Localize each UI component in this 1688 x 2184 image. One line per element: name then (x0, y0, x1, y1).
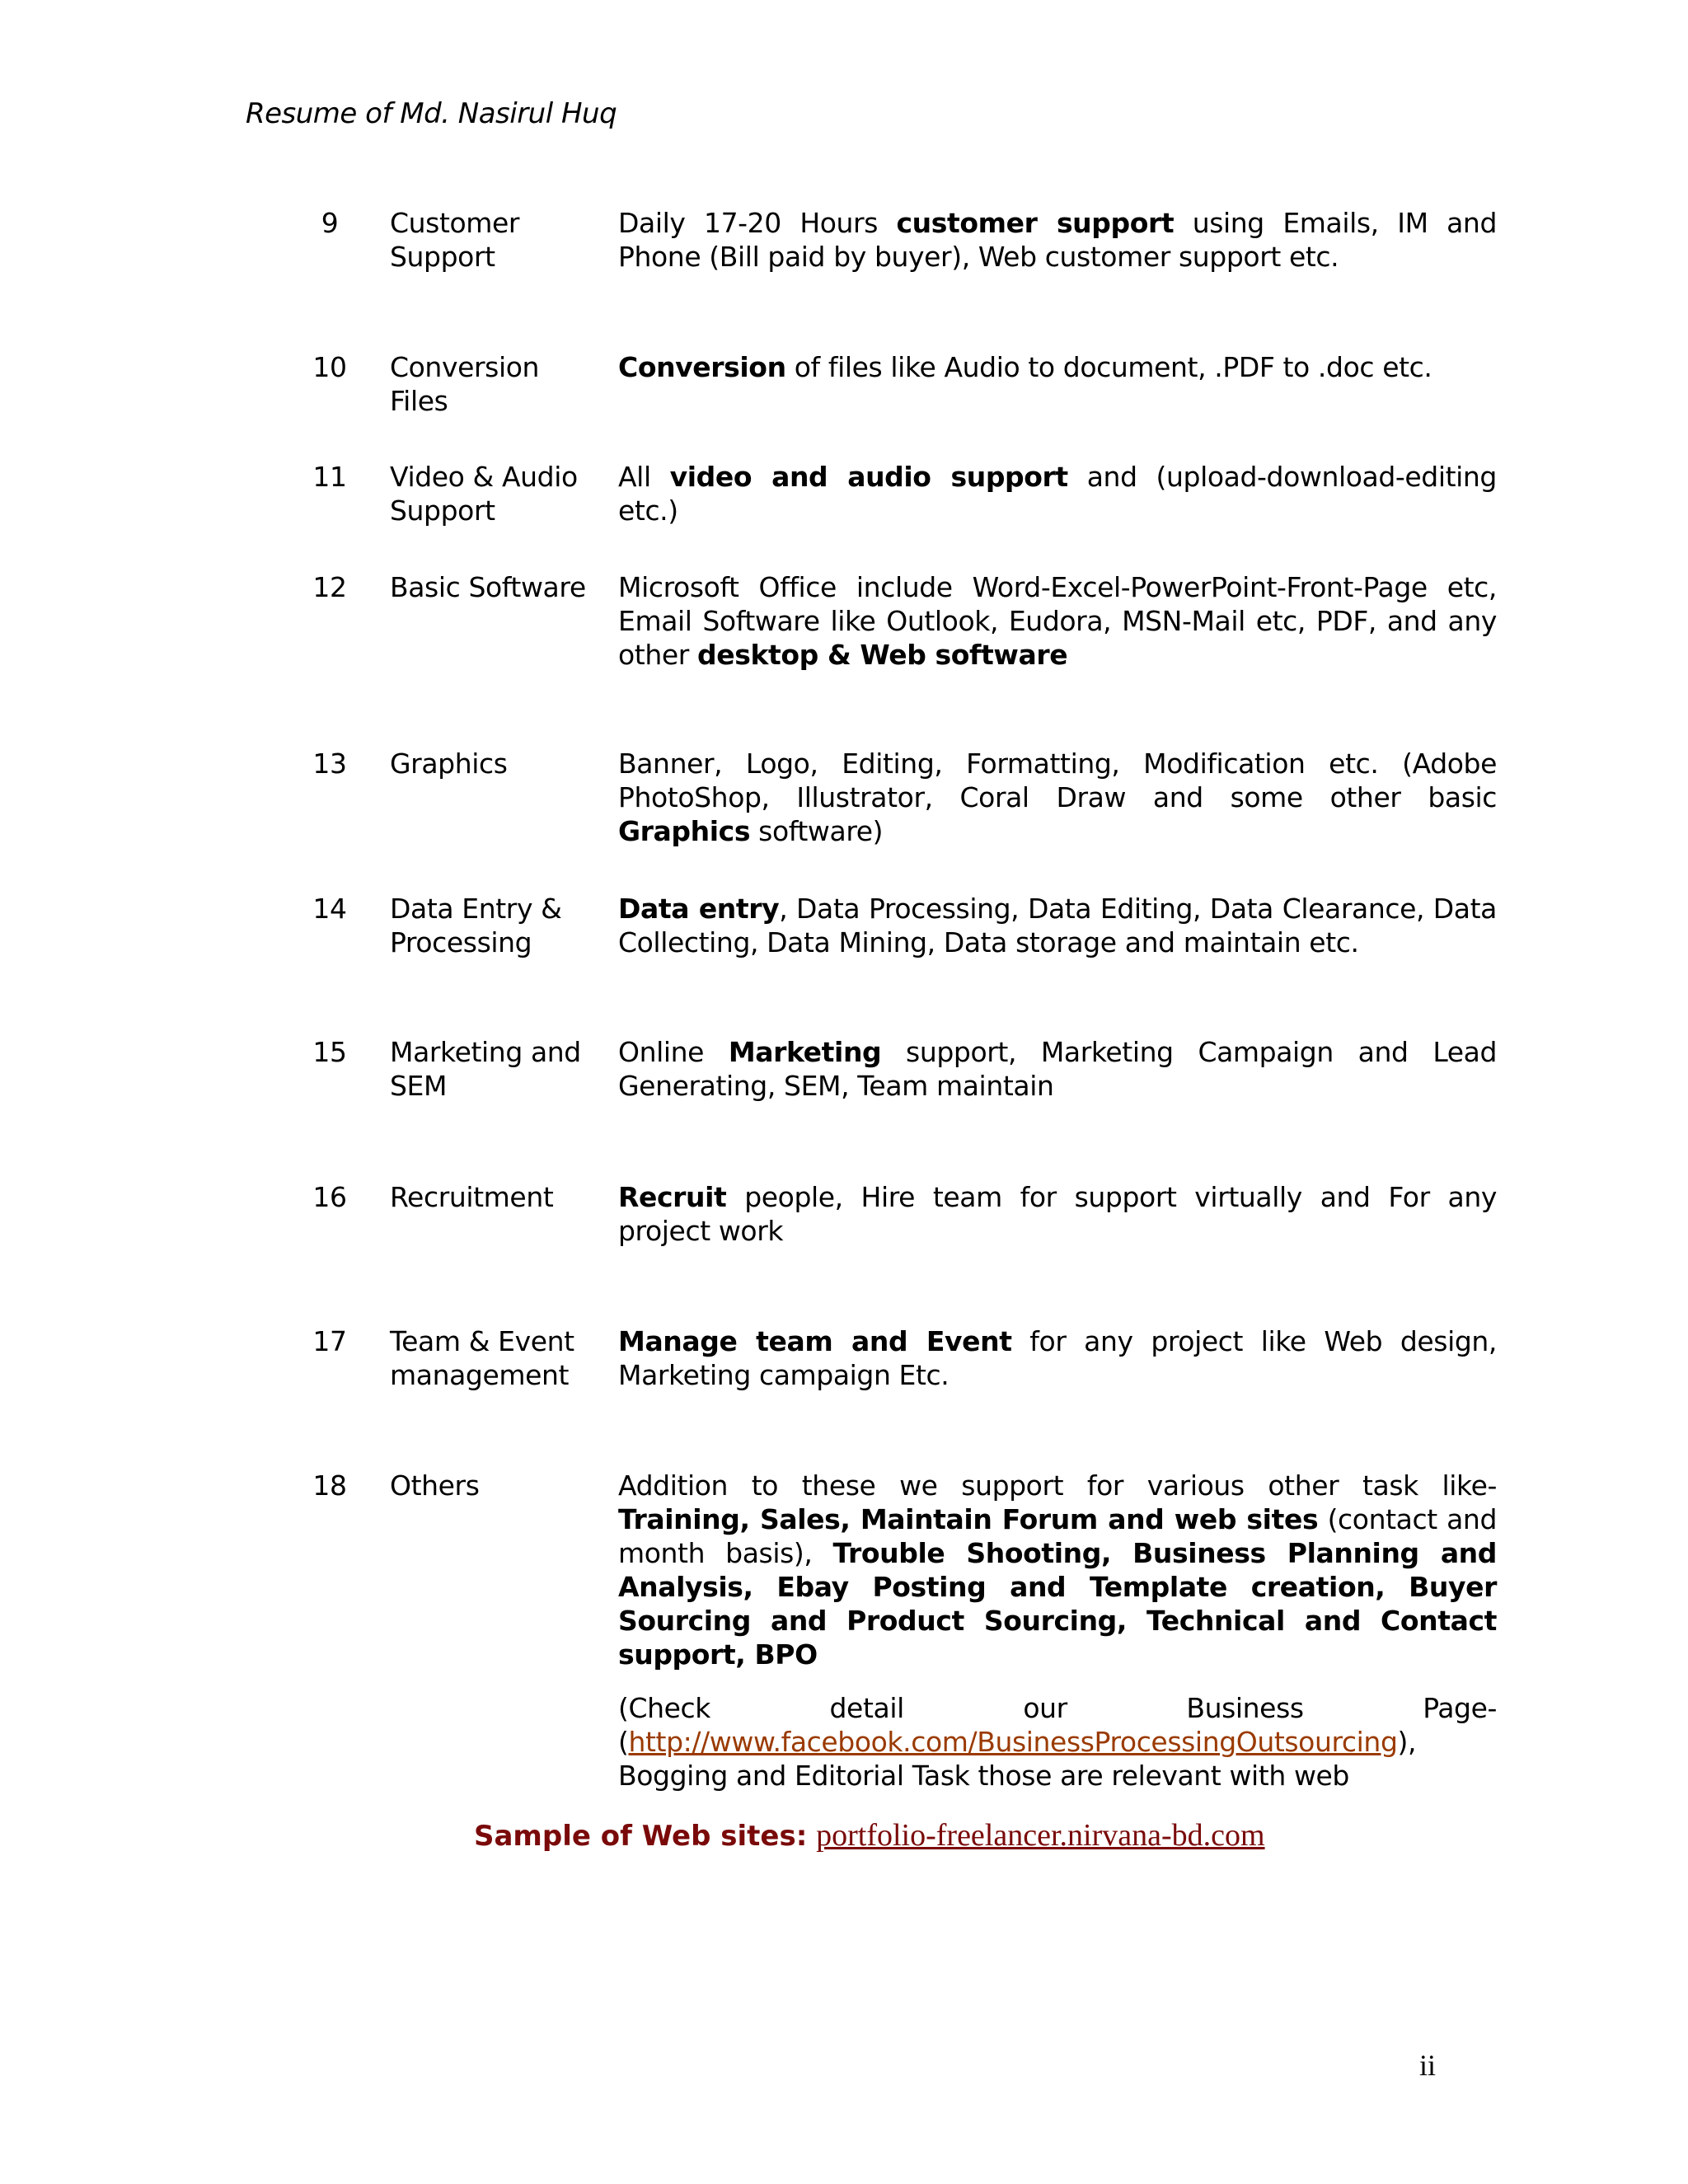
bold-text: customer support (896, 207, 1175, 239)
row-category: Basic Software (390, 571, 586, 603)
description-paragraph (618, 1324, 1497, 1392)
facebook-page-link[interactable]: http://www.facebook.com/BusinessProcessingOutsourcing (628, 1726, 1398, 1758)
row-description (618, 350, 1497, 384)
row-description (618, 892, 1497, 959)
text-run: Banner, Logo, Editing, Formatting, Modification etc. (Adobe PhotoShop, Illustrator, Coral Draw and some other basic (618, 748, 1497, 813)
row-number: 10 (312, 351, 347, 383)
description-paragraph (618, 570, 1497, 672)
text-run: for any project like Web design, Marketing campaign Etc. (618, 1325, 1497, 1391)
row-number: 18 (312, 1469, 347, 1502)
row-number: 13 (312, 748, 347, 780)
row-category: Customer Support (390, 207, 520, 273)
text-run: using Emails, IM and Phone (Bill paid by buyer), Web customer support etc. (618, 207, 1497, 273)
text-run: , Data Processing, Data Editing, Data Clearance, Data Collecting, Data Mining, Data storage and maintain etc. (618, 893, 1497, 958)
row-number: 15 (312, 1036, 347, 1068)
description-paragraph (618, 460, 1497, 527)
row-category: Conversion Files (390, 351, 540, 417)
bold-text: video and audio support (669, 461, 1068, 493)
description-paragraph (618, 747, 1497, 848)
bold-text: Conversion (618, 351, 786, 383)
page-number: ii (1419, 2049, 1437, 2082)
text-run: people, Hire team for support virtually and For any project work (618, 1181, 1497, 1247)
row-description (618, 570, 1497, 672)
row-description (618, 1324, 1497, 1392)
row-description (618, 1035, 1497, 1103)
sample-websites-label: Sample of Web sites: (474, 1820, 808, 1853)
text-run: Addition to these we support for various other task like- (618, 1469, 1497, 1502)
text-run: support, Marketing Campaign and Lead Generating, SEM, Team maintain (618, 1036, 1497, 1102)
row-category: Graphics (390, 748, 508, 780)
bold-text: Data entry (618, 893, 780, 925)
row-category: Data Entry & Processing (390, 893, 562, 958)
text-run: All (618, 461, 670, 493)
row-category: Video & Audio Support (390, 461, 578, 527)
description-paragraph (618, 1180, 1497, 1248)
page-header: Resume of Md. Nasirul Huq (246, 97, 617, 130)
description-paragraph (618, 1035, 1497, 1103)
description-paragraph (618, 892, 1497, 959)
text-run: software) (750, 815, 884, 847)
bold-text: Manage team and Event (618, 1325, 1012, 1357)
row-description (618, 1180, 1497, 1248)
row-description (618, 1469, 1497, 1793)
text-run: (Check detail our Business Page-( (618, 1692, 1497, 1758)
bold-text: Marketing (728, 1036, 882, 1068)
row-number: 16 (312, 1181, 347, 1213)
row-number: 11 (312, 461, 347, 493)
bold-text: desktop & Web software (697, 639, 1068, 671)
row-number: 14 (312, 893, 347, 925)
row-description (618, 747, 1497, 848)
text-run: (contact and month basis), (618, 1503, 1497, 1569)
bold-text: Training, Sales, Maintain Forum and web sites (618, 1503, 1319, 1535)
row-number: 12 (312, 571, 347, 603)
row-category: Others (390, 1469, 480, 1502)
sample-websites-link[interactable]: portfolio-freelancer.nirvana-bd.com (816, 1818, 1265, 1853)
row-number: 9 (321, 207, 339, 239)
text-run: ), Bogging and Editorial Task those are relevant with web (618, 1726, 1417, 1792)
text-run: Online (618, 1036, 729, 1068)
row-category: Marketing and SEM (390, 1036, 581, 1102)
row-category: Team & Event management (390, 1325, 574, 1391)
bold-text: Graphics (618, 815, 751, 847)
row-number: 17 (312, 1325, 347, 1357)
bold-text: Trouble Shooting, Business Planning and Analysis, Ebay Posting and Template creation, Buyer Sourcing and Product Sourcing, Technical and Contact support, BPO (618, 1537, 1497, 1671)
description-paragraph (618, 1691, 1497, 1793)
text-run: and (upload-download-editing etc.) (618, 461, 1497, 527)
row-description (618, 206, 1497, 274)
text-run: of files like Audio to document, .PDF to .doc etc. (785, 351, 1432, 383)
description-paragraph (618, 1469, 1497, 1671)
row-category: Recruitment (390, 1181, 554, 1213)
description-paragraph (618, 206, 1497, 274)
text-run: Daily 17-20 Hours (618, 207, 897, 239)
row-description (618, 460, 1497, 527)
bold-text: Recruit (618, 1181, 727, 1213)
sample-websites (474, 1817, 1265, 1854)
description-paragraph (618, 350, 1497, 384)
text-run: Microsoft Office include Word-Excel-PowerPoint-Front-Page etc, Email Software like Outlook, Eudora, MSN-Mail etc, PDF, and any other (618, 571, 1497, 671)
